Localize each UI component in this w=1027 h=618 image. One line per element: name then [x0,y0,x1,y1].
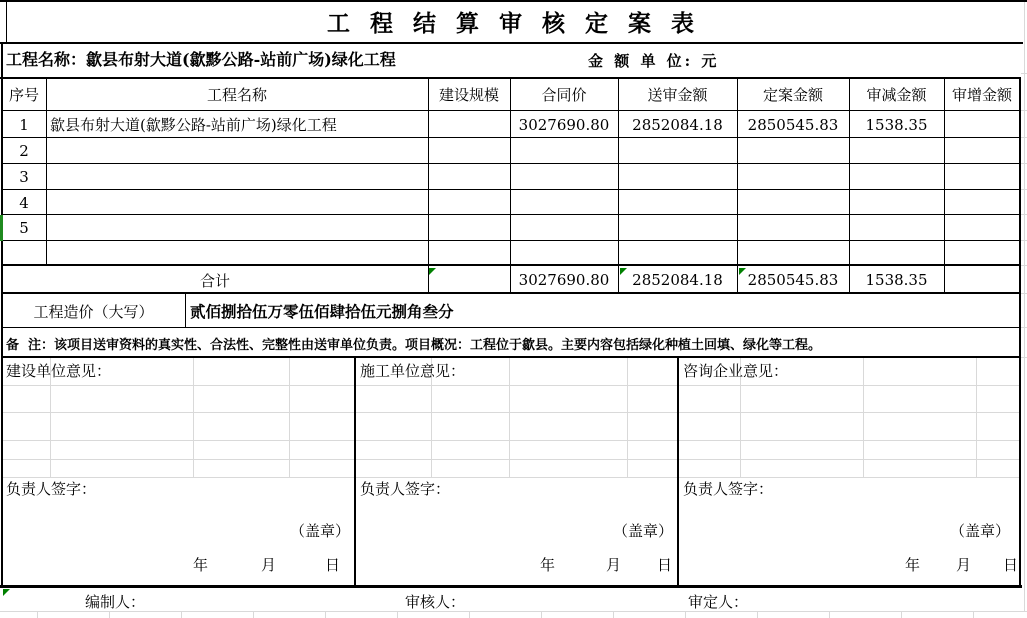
reviewer-label: 审核人： [405,593,466,611]
cell-finalized[interactable] [737,190,849,215]
sign-label-consulting-enterprise: 负责人签字： [683,480,774,498]
total-finalized[interactable]: 2850545.83 [747,271,839,289]
cell-contract[interactable] [510,241,618,266]
sign-label-contractor-unit: 负责人签字： [360,480,451,498]
date-month-consulting-enterprise: 月 [956,556,972,574]
header-finalized-amount: 定案金额 [762,86,823,104]
cell-scale[interactable] [428,190,510,215]
cell-contract[interactable] [510,164,618,190]
header-project-name: 工程名称 [206,86,267,104]
date-day-contractor-unit: 日 [657,556,673,574]
cell-contract[interactable] [510,190,618,215]
error-flag-icon [429,268,436,275]
cell-no[interactable] [2,241,46,266]
header-no: 序号 [8,86,39,104]
cell-increased[interactable] [944,190,1020,215]
project-name-label: 工程名称：歙县布射大道(歙黟公路-站前广场)绿化工程 [6,50,396,69]
cell-submitted[interactable] [618,190,737,215]
cell-scale[interactable] [428,164,510,190]
cell-no[interactable]: 1 [19,115,29,134]
cell-project-name[interactable] [46,164,428,190]
cell-no[interactable]: 2 [19,142,29,160]
cell-increased[interactable] [944,241,1020,266]
cell-no[interactable]: 4 [19,193,29,212]
table-header-row [0,78,1027,111]
cell-reduced[interactable] [849,215,944,241]
table-row [0,111,1027,138]
cell-scale[interactable] [428,241,510,266]
sign-label-construction-unit: 负责人签字： [6,480,97,498]
remark-note: 备 注：该项目送审资料的真实性、合法性、完整性由送审单位负责。项目概况：工程位于歙县。主要内容包括绿化种植土回填、绿化等工程。 [6,337,822,353]
total-label: 合计 [199,271,230,290]
table-row [0,138,1027,164]
cell-project-name[interactable] [46,215,428,241]
table-row [0,190,1027,215]
opinion-title-contractor-unit: 施工单位意见： [360,362,466,380]
cell-increased[interactable] [944,138,1020,164]
cell-increased[interactable] [944,215,1020,241]
opinion-title-construction-unit: 建设单位意见： [6,362,112,380]
amount-unit-label: 金 额 单 位: 元 [588,52,720,70]
preparer-label: 编制人： [85,593,146,611]
total-reduced[interactable]: 1538.35 [865,271,928,289]
cell-project-name[interactable] [46,241,428,266]
error-flag-icon [3,589,10,596]
cell-no[interactable]: 5 [19,219,29,237]
cell-contract[interactable] [510,138,618,164]
cost-in-words-row [0,294,1027,328]
cell-reduced[interactable] [849,138,944,164]
date-day-construction-unit: 日 [325,556,341,574]
cell-scale[interactable] [428,138,510,164]
date-month-construction-unit: 月 [261,556,277,574]
total-increased[interactable] [944,266,1020,294]
cell-increased[interactable] [944,164,1020,190]
cell-scale[interactable] [428,111,510,138]
cell-project-name[interactable] [46,190,428,215]
header-scale: 建设规模 [438,86,499,104]
error-flag-icon [739,268,746,275]
header-increased-amount: 审增金额 [951,86,1012,104]
cell-submitted[interactable] [618,164,737,190]
total-scale[interactable] [428,266,510,294]
date-year-construction-unit: 年 [193,556,209,574]
cell-project-name[interactable] [46,138,428,164]
cell-reduced[interactable] [849,164,944,190]
seal-label-consulting-enterprise: （盖章） [950,522,1011,540]
cell-contract[interactable]: 3027690.80 [518,115,610,134]
table-row [0,164,1027,190]
cell-finalized[interactable] [737,215,849,241]
cell-increased[interactable] [944,111,1020,138]
cell-scale[interactable] [428,215,510,241]
cell-submitted[interactable] [618,138,737,164]
cell-reduced[interactable] [849,241,944,266]
cell-submitted[interactable] [618,241,737,266]
page-title: 工 程 结 算 审 核 定 案 表 [326,10,701,37]
cost-in-words-value[interactable]: 贰佰捌拾伍万零伍佰肆拾伍元捌角叁分 [190,302,454,321]
date-day-consulting-enterprise: 日 [1003,556,1019,574]
opinion-title-consulting-enterprise: 咨询企业意见： [683,362,789,380]
cell-submitted[interactable] [618,215,737,241]
seal-label-contractor-unit: （盖章） [613,522,674,540]
seal-label-construction-unit: （盖章） [290,522,351,540]
approver-label: 审定人： [688,593,749,611]
table-row [0,241,1027,266]
cell-finalized[interactable] [737,138,849,164]
total-contract[interactable]: 3027690.80 [518,271,610,289]
total-submitted[interactable]: 2852084.18 [632,271,723,289]
header-submitted-amount: 送审金额 [647,86,708,104]
error-flag-icon [620,268,627,275]
cell-contract[interactable] [510,215,618,241]
cell-finalized[interactable] [737,164,849,190]
selection-edge-row5 [0,215,3,241]
total-row [0,266,1027,294]
header-reduced-amount: 审减金额 [866,86,927,104]
cell-finalized[interactable]: 2850545.83 [747,115,839,134]
date-year-consulting-enterprise: 年 [905,556,921,574]
header-contract-price: 合同价 [541,86,587,104]
cell-no[interactable]: 3 [19,168,29,186]
cell-reduced[interactable]: 1538.35 [865,115,928,134]
cell-finalized[interactable] [737,241,849,266]
cell-submitted[interactable]: 2852084.18 [632,115,723,134]
date-month-contractor-unit: 月 [606,556,622,574]
cell-reduced[interactable] [849,190,944,215]
date-year-contractor-unit: 年 [540,556,556,574]
table-row [0,215,1027,241]
cost-in-words-label: 工程造价（大写） [33,302,154,321]
cell-project-name[interactable]: 歙县布射大道(歙黟公路-站前广场)绿化工程 [50,116,337,134]
